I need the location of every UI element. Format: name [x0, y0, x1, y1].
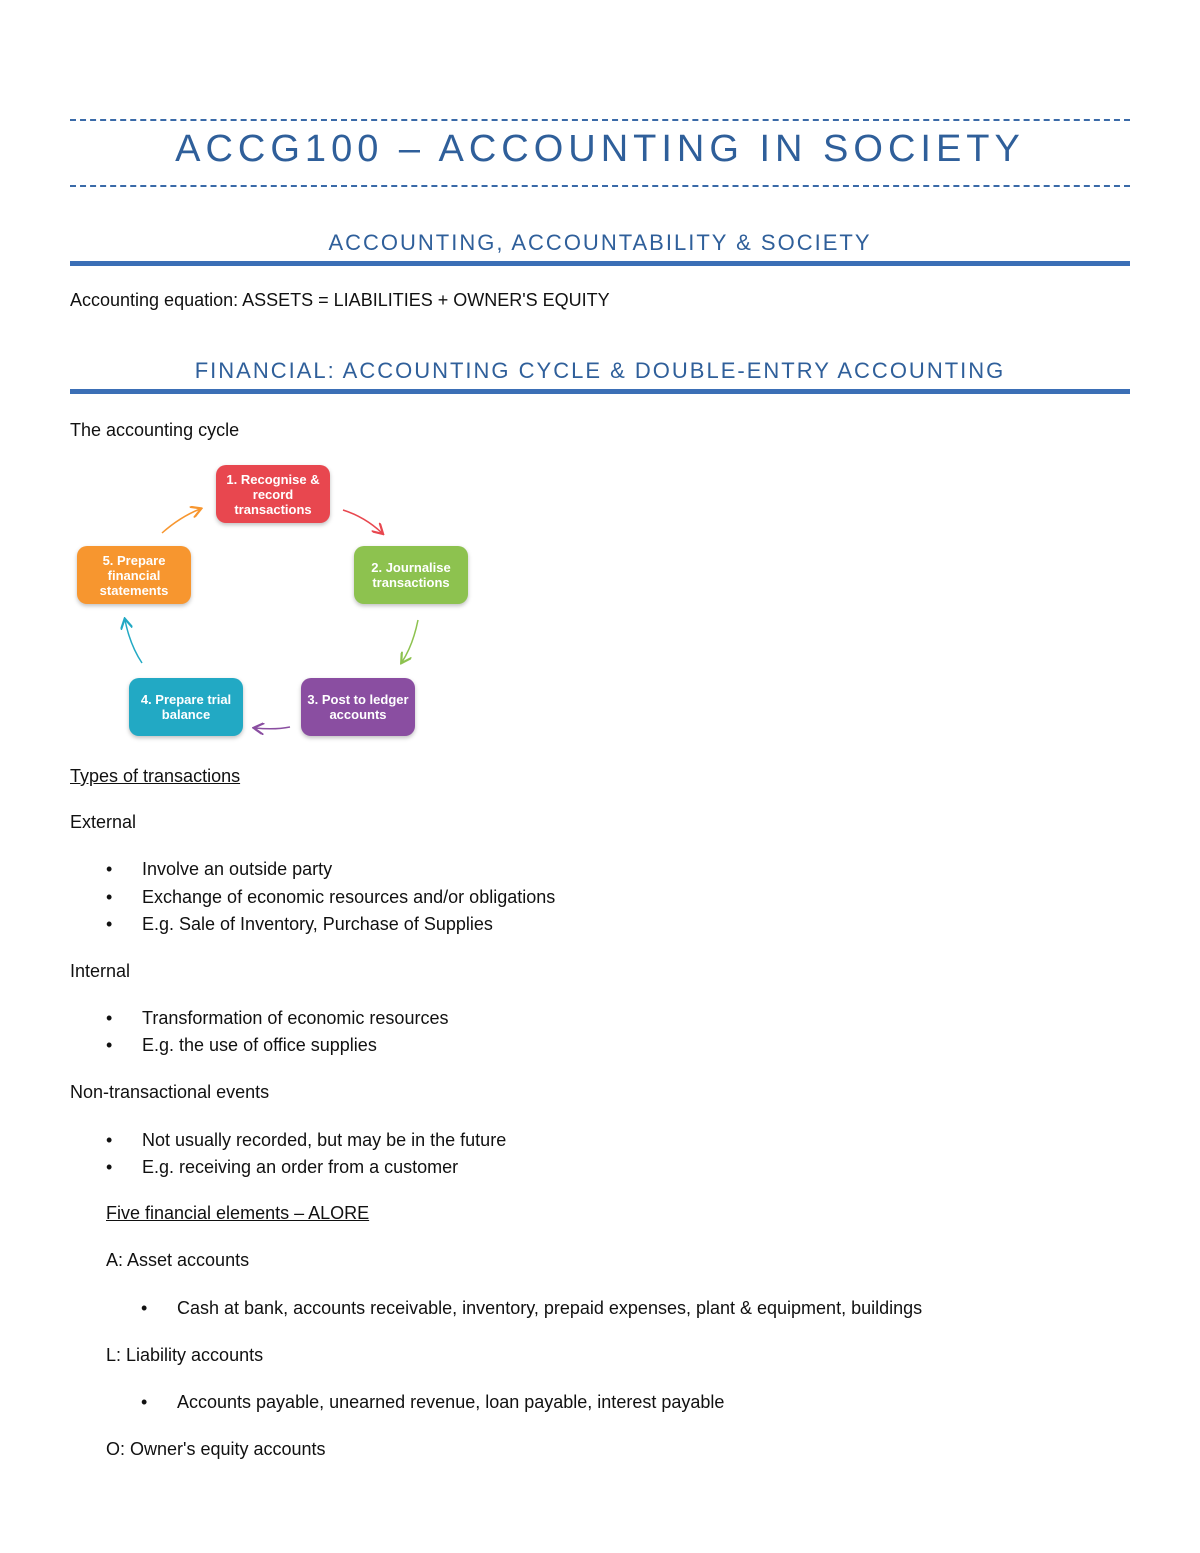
liability-accounts-label: L: Liability accounts — [106, 1345, 264, 1365]
arrow-1-to-2 — [343, 510, 382, 533]
asset-accounts-label: A: Asset accounts — [106, 1250, 250, 1270]
arrow-2-to-3 — [402, 620, 418, 662]
section-heading-rule — [70, 389, 1130, 394]
cycle-label: The accounting cycle — [70, 420, 240, 440]
non-transactional-label: Non-transactional events — [70, 1082, 270, 1102]
arrow-5-to-1 — [162, 509, 200, 533]
document-page: ACCG100 – ACCOUNTING IN SOCIETY ACCOUNTING, ACCOUNTABILITY & SOCIETY Accounting equation: ASSETS = LIABILITIES + OWNER'S EQUITY FINANCIAL: ACCOUNTING CYCLE & DOUBLE-ENTRY ACCOUNTING The accounting cycle 1. Recognise & record transactions 2. Journalise transactions 3. Post to ledger accounts 4. Prepare trial balance 5. Prepare financial statements Types of transactions External • Involve an outside party • Exchange of economic resources and/or obligations • E.g. Sale of Inventory, Purchase of Supplies Internal • Transformation of economic resources • E.g. the use of office supplies Non-transactional events • Not usually recorded, but may be in the future • E.g. receiving an order from a customer Five financial elements – ALORE A: Asset accounts • Cash at bank, accounts receivable, inventory, prepaid expenses, plant & equipment, buildings L: Liability accounts • Accounts payable, unearned revenue, loan payable, interest payable O: Owner's equity accounts — [0, 0, 1200, 1553]
cycle-step-post-ledger: 3. Post to ledger accounts — [301, 678, 415, 736]
title-bottom-rule — [70, 185, 1130, 187]
cycle-step-financial-statements: 5. Prepare financial statements — [77, 546, 191, 604]
owners-equity-label: O: Owner's equity accounts — [106, 1439, 326, 1459]
section-heading-accounting-society: ACCOUNTING, ACCOUNTABILITY & SOCIETY — [328, 230, 872, 255]
accounting-equation: Accounting equation: ASSETS = LIABILITIES + OWNER'S EQUITY — [70, 290, 610, 310]
arrow-3-to-4 — [255, 727, 290, 729]
cycle-step-trial-balance: 4. Prepare trial balance — [129, 678, 243, 736]
cycle-step-recognise-record: 1. Recognise & record transactions — [216, 465, 330, 523]
title-top-rule — [70, 119, 1130, 121]
section-heading-financial: FINANCIAL: ACCOUNTING CYCLE & DOUBLE-ENTRY ACCOUNTING — [194, 358, 1006, 383]
cycle-step-journalise: 2. Journalise transactions — [354, 546, 468, 604]
internal-label: Internal — [70, 961, 131, 981]
alore-heading: Five financial elements – ALORE — [106, 1203, 370, 1223]
section-heading-rule — [70, 261, 1130, 266]
types-of-transactions-heading: Types of transactions — [70, 766, 241, 786]
document-title: ACCG100 – ACCOUNTING IN SOCIETY — [175, 128, 1025, 170]
external-label: External — [70, 812, 137, 832]
arrow-4-to-5 — [125, 620, 142, 663]
